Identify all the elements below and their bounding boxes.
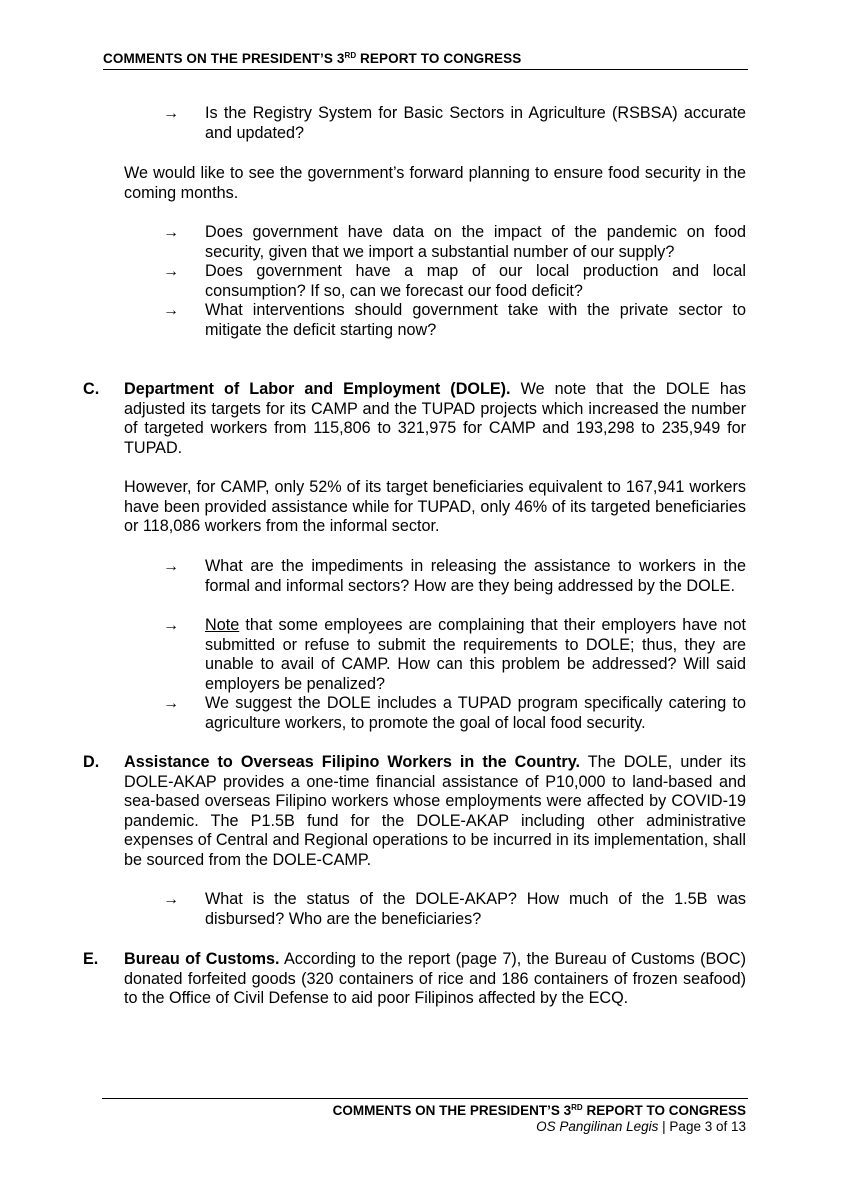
header-title-sup: RD: [344, 51, 357, 60]
arrow-icon: →: [163, 263, 179, 280]
footer-page-info: [536, 1119, 746, 1135]
footer-title: [333, 1103, 746, 1119]
food-question-2: Does government have a map of our local production and local consumption? If so, can we forecast our food deficit?: [205, 262, 746, 300]
arrow-icon: →: [163, 558, 179, 575]
food-security-paragraph: We would like to see the government’s forward planning to ensure food security in the coming months.: [124, 164, 746, 202]
section-e-text: According to the report (page 7), the Bureau of Customs (BOC) donated forfeited goods (320 containers of rice and 186 containers of frozen seafood) to the Office of Civil Defense to aid poor Filipinos affected by the ECQ.: [124, 950, 746, 1008]
rsbsa-question: Is the Registry System for Basic Sectors in Agriculture (RSBSA) accurate and updated?: [205, 104, 746, 142]
section-c-letter: C.: [83, 380, 100, 398]
section-e-heading: Bureau of Customs.: [124, 950, 280, 968]
arrow-icon: →: [163, 695, 179, 712]
food-question-3: What interventions should government take with the private sector to mitigate the deficit starting now?: [205, 301, 746, 339]
section-c-paragraph-2: However, for CAMP, only 52% of its target beneficiaries equivalent to 167,941 workers have been provided assistance while for TUPAD, only 46% of its targeted beneficiaries or 118,086 workers from the informal sector.: [124, 478, 746, 536]
akap-question: What is the status of the DOLE-AKAP? How much of the 1.5B was disbursed? Who are the beneficiaries?: [205, 890, 746, 928]
note-label: Note: [205, 616, 240, 634]
food-question-1: Does government have data on the impact of the pandemic on food security, given that we import a substantial number of our supply?: [205, 223, 746, 261]
header-title-tail: REPORT TO CONGRESS: [356, 51, 522, 66]
section-c-heading: Department of Labor and Employment (DOLE).: [124, 380, 511, 398]
arrow-icon: →: [163, 105, 179, 122]
page-header: [103, 51, 748, 70]
footer-org: OS Pangilinan Legis: [536, 1119, 659, 1134]
note-text: that some employees are complaining that their employers have not submitted or refuse to submit the requirements to DOLE; thus, they are unable to avail of CAMP. How can this problem be addressed? Will said employers be penalized?: [205, 616, 746, 693]
dole-suggestion: We suggest the DOLE includes a TUPAD program specifically catering to agriculture workers, to promote the goal of local food security.: [205, 694, 746, 732]
header-title: COMMENTS ON THE PRESIDENT’S 3: [103, 51, 345, 66]
section-c-text: We note that the DOLE has adjusted its targets for its CAMP and the TUPAD projects which increased the number of targeted workers from 115,806 to 321,975 for CAMP and 193,298 to 235,949 for TUPAD.: [124, 380, 746, 457]
section-d-paragraph: [124, 753, 746, 871]
arrow-icon: →: [163, 891, 179, 908]
dole-question-1: What are the impediments in releasing the assistance to workers in the formal and informal sectors? How are they being addressed by the DOLE.: [205, 557, 746, 595]
section-c-paragraph: [124, 380, 746, 458]
arrow-icon: →: [163, 617, 179, 634]
page-number: | Page 3 of 13: [658, 1119, 746, 1134]
section-d-letter: D.: [83, 753, 100, 771]
footer-title-sup: RD: [571, 1103, 583, 1112]
section-d-text: The DOLE, under its DOLE-AKAP provides a one-time financial assistance of P10,000 to land-based and sea-based overseas Filipino workers whose employments were affected by COVID-19 pandemic. The P1.5B fund for the DOLE-AKAP including other administrative expenses of Central and Regional operations to be incurred in its implementation, shall be sourced from the DOLE-CAMP.: [124, 753, 746, 869]
section-d-heading: Assistance to Overseas Filipino Workers in the Country.: [124, 753, 581, 771]
section-e-letter: E.: [83, 950, 99, 968]
dole-question-2: [205, 616, 746, 694]
section-e-paragraph: [124, 950, 746, 1009]
arrow-icon: →: [163, 224, 179, 241]
footer-title-text: COMMENTS ON THE PRESIDENT’S 3: [332, 1103, 572, 1118]
arrow-icon: →: [163, 302, 179, 319]
footer-divider: [102, 1098, 748, 1099]
footer-title-tail: REPORT TO CONGRESS: [582, 1103, 746, 1118]
